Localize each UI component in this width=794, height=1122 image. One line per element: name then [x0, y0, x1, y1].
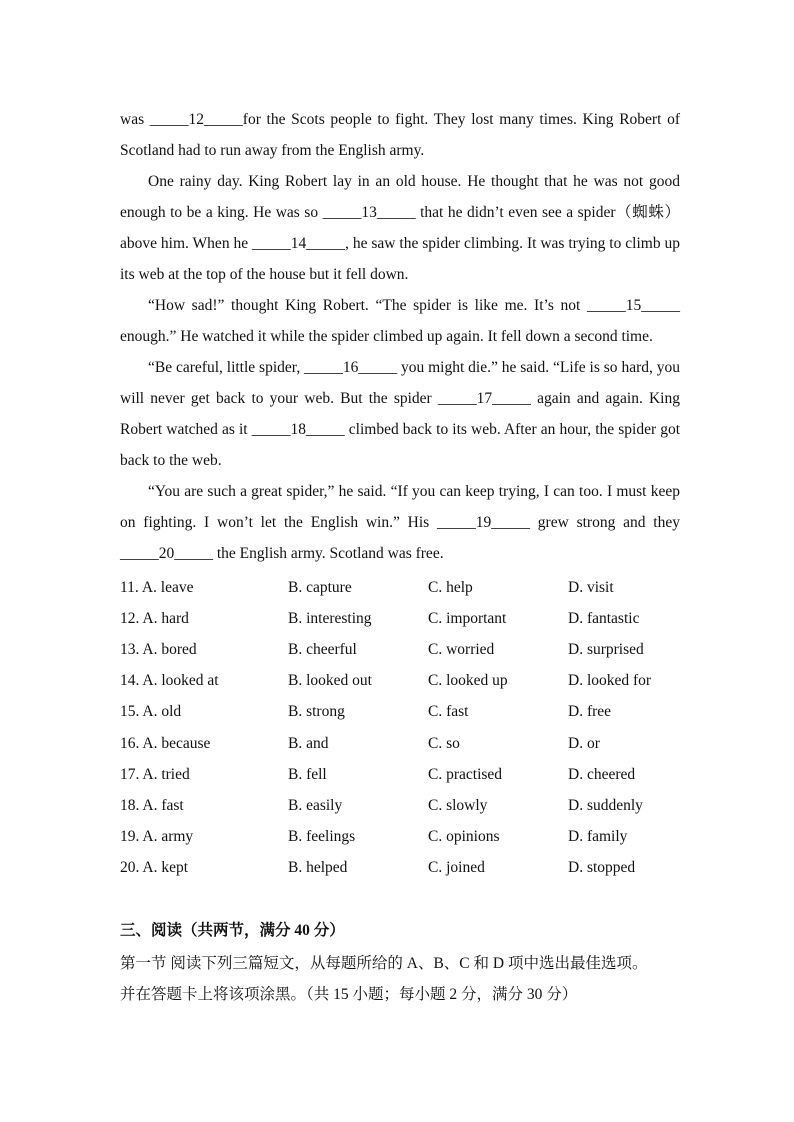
instruction-line-1: 第一节 阅读下列三篇短文，从每题所给的 A、B、C 和 D 项中选出最佳选项。: [120, 955, 648, 972]
option-b: B. easily: [288, 796, 343, 814]
option-a: 15. A. old: [120, 703, 182, 721]
option-b: B. and: [288, 734, 329, 752]
section-instructions: [120, 948, 680, 1010]
option-d: D. cheered: [568, 765, 636, 783]
option-d: D. stopped: [568, 859, 636, 877]
option-c: C. practised: [428, 765, 503, 783]
section-heading: 三、阅读（共两节，满分 40 分）: [120, 922, 345, 939]
option-b: B. cheerful: [288, 640, 357, 658]
option-c: C. joined: [428, 859, 485, 877]
passage-paragraph-4: “Be careful, little spider, _____16_____ you might die.” he said. “Life is so hard, you will never get back to your web. But the spider _____17_____ again and again. King Robert watched as it _____18_____ climbed back to its web. After an hour, the spider got back to the web.: [120, 359, 680, 469]
option-c: C. looked up: [428, 672, 508, 690]
passage-paragraph-3: “How sad!” thought King Robert. “The spider is like me. It’s not _____15_____ enough.” He watched it while the spider climbed up again. It fell down a second time.: [120, 297, 680, 345]
option-d: D. or: [568, 734, 600, 752]
option-d: D. fantastic: [568, 609, 640, 627]
option-row-13: [120, 634, 680, 665]
option-a: 13. A. bored: [120, 640, 197, 658]
passage-paragraph-5: “You are such a great spider,” he said. “If you can keep trying, I can too. I must keep on fighting. I won’t let the English win.” His _____19_____ grew strong and they _____20_____ the English army. Scotland was free.: [120, 483, 680, 562]
option-b: B. helped: [288, 859, 348, 877]
option-c: C. help: [428, 578, 473, 596]
option-a: 20. A. kept: [120, 859, 189, 877]
option-b: B. strong: [288, 703, 345, 721]
option-a: 16. A. because: [120, 734, 211, 752]
option-a: 17. A. tried: [120, 765, 190, 783]
passage-paragraph-2: One rainy day. King Robert lay in an old house. He thought that he was not good enough to be a king. He was so _____13_____ that he didn’t even see a spider（蜘蛛）above him. When he _____14_____, he saw the spider climbing. It was trying to climb up its web at the top of the house but it fell down.: [120, 173, 680, 283]
option-row-18: [120, 790, 680, 821]
option-c: C. slowly: [428, 796, 488, 814]
option-c: C. fast: [428, 703, 469, 721]
option-row-12: [120, 603, 680, 634]
option-row-15: [120, 697, 680, 728]
option-d: D. free: [568, 703, 612, 721]
option-row-20: [120, 853, 680, 884]
option-a: 14. A. looked at: [120, 672, 219, 690]
option-row-16: [120, 728, 680, 759]
option-row-14: [120, 666, 680, 697]
option-a: 12. A. hard: [120, 609, 189, 627]
option-a: 18. A. fast: [120, 796, 184, 814]
passage-paragraph-1: was _____12_____for the Scots people to fight. They lost many times. King Robert of Scotland had to run away from the English army.: [120, 111, 680, 159]
option-d: D. suddenly: [568, 796, 643, 814]
answer-options: [120, 572, 680, 884]
cloze-passage: [120, 104, 680, 569]
option-b: B. fell: [288, 765, 327, 783]
option-b: B. feelings: [288, 828, 356, 846]
option-b: B. interesting: [288, 609, 372, 627]
option-b: B. capture: [288, 578, 352, 596]
option-row-11: [120, 572, 680, 603]
option-row-19: [120, 822, 680, 853]
option-d: D. looked for: [568, 672, 652, 690]
option-b: B. looked out: [288, 672, 372, 690]
instruction-line-2: 并在答题卡上将该项涂黑。（共 15 小题；每小题 2 分，满分 30 分）: [120, 986, 578, 1003]
option-c: C. important: [428, 609, 507, 627]
option-a: 11. A. leave: [120, 578, 194, 596]
option-row-17: [120, 759, 680, 790]
option-c: C. worried: [428, 640, 495, 658]
option-c: C. so: [428, 734, 460, 752]
option-d: D. visit: [568, 578, 614, 596]
option-d: D. family: [568, 828, 628, 846]
option-c: C. opinions: [428, 828, 500, 846]
option-a: 19. A. army: [120, 828, 194, 846]
option-d: D. surprised: [568, 640, 644, 658]
